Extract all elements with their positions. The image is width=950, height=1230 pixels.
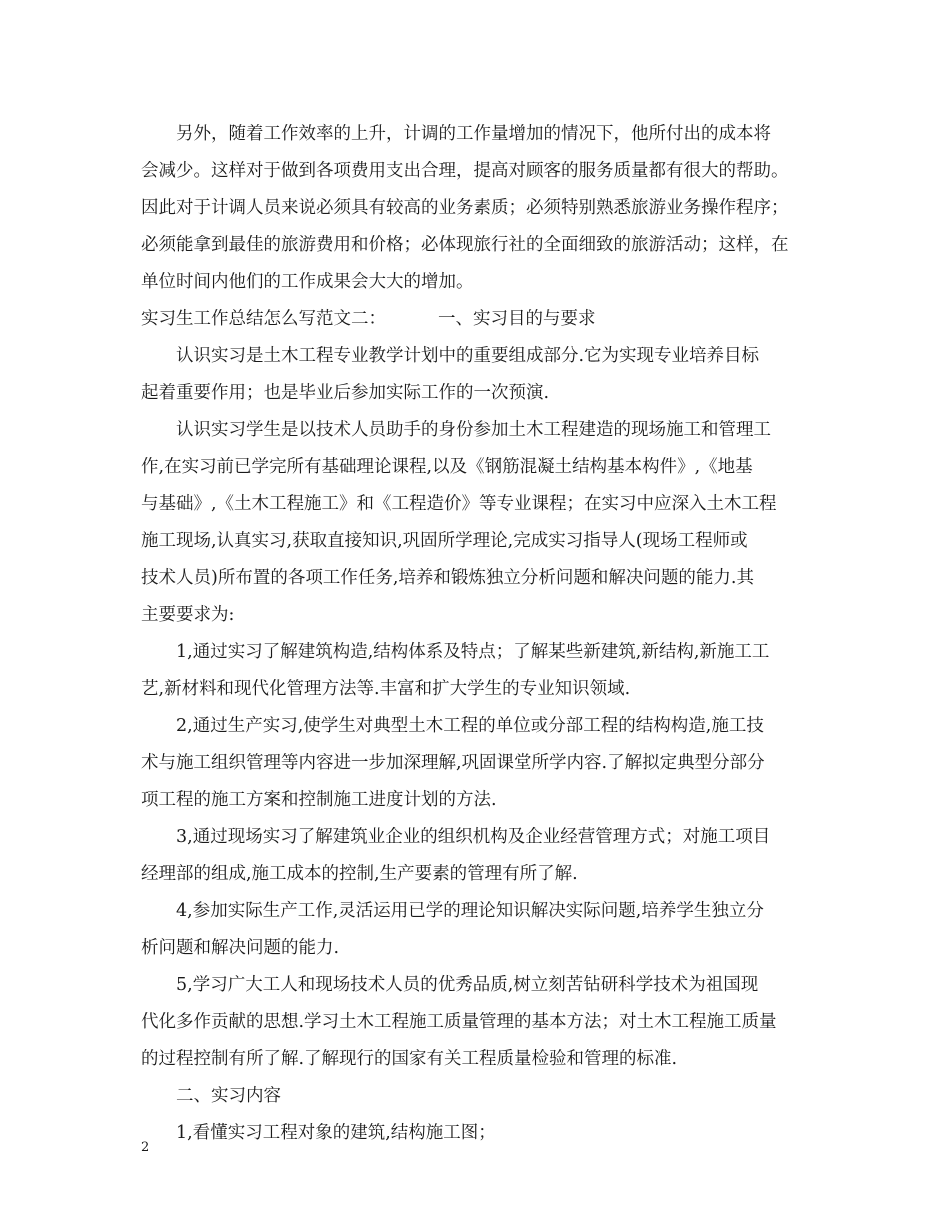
paragraph-line: 会减少。这样对于做到各项费用支出合理，提高对顾客的服务质量都有很大的帮助。 xyxy=(141,161,789,181)
paragraph-line: 与基础》,《土木工程施工》和《工程造价》等专业课程；在实习中应深入土木工程 xyxy=(141,494,777,514)
paragraph-line: 的过程控制有所了解.了解现行的国家有关工程质量检验和管理的标准. xyxy=(141,1049,678,1069)
subsection-heading: 二、实习内容 xyxy=(176,1086,281,1106)
paragraph-line: 起着重要作用；也是毕业后参加实际工作的一次预演. xyxy=(141,383,550,403)
paragraph-line: 1,通过实习了解建筑构造,结构体系及特点；了解某些新建筑,新结构,新施工工 xyxy=(176,642,770,662)
paragraph-line: 析问题和解决问题的能力. xyxy=(141,938,340,958)
section-heading xyxy=(141,301,821,338)
paragraph-line: 因此对于计调人员来说必须具有较高的业务素质；必须特别熟悉旅游业务操作程序； xyxy=(141,198,789,218)
paragraph-line: 代化多作贡献的思想.学习土木工程施工质量管理的基本方法；对土木工程施工质量 xyxy=(141,1012,777,1032)
paragraph-line: 单位时间内他们的工作成果会大大的增加。 xyxy=(141,272,474,292)
paragraph-line: 主要要求为: xyxy=(141,605,235,625)
section-heading-subtitle: 一、实习目的与要求 xyxy=(438,309,596,329)
paragraph-line: 艺,新材料和现代化管理方法等.丰富和扩大学生的专业知识领域. xyxy=(141,679,631,699)
paragraph-line: 必须能拿到最佳的旅游费用和价格；必体现旅行社的全面细致的旅游活动；这样，在 xyxy=(141,235,789,255)
paragraph-line: 项工程的施工方案和控制施工进度计划的方法. xyxy=(141,790,497,810)
paragraph-line: 认识实习学生是以技术人员助手的身份参加土木工程建造的现场施工和管理工 xyxy=(176,420,771,440)
paragraph-line: 2,通过生产实习,使学生对典型土木工程的单位或分部工程的结构构造,施工技 xyxy=(176,716,764,736)
section-heading-title: 实习生工作总结怎么写范文二： xyxy=(141,309,386,329)
paragraph-line: 认识实习是土木工程专业教学计划中的重要组成部分.它为实现专业培养目标 xyxy=(176,346,760,366)
paragraph-line: 经理部的组成,施工成本的控制,生产要素的管理有所了解. xyxy=(141,864,578,884)
paragraph-line: 技术人员)所布置的各项工作任务,培养和锻炼独立分析问题和解决问题的能力.其 xyxy=(141,568,754,588)
document-body xyxy=(141,116,821,1152)
paragraph-line: 1,看懂实习工程对象的建筑,结构施工图； xyxy=(176,1123,496,1143)
page-number: 2 xyxy=(141,1140,150,1155)
paragraph-line: 术与施工组织管理等内容进一步加深理解,巩固课堂所学内容.了解拟定典型分部分 xyxy=(141,753,765,773)
paragraph-line: 4,参加实际生产工作,灵活运用已学的理论知识解决实际问题,培养学生独立分 xyxy=(176,901,764,921)
paragraph-line: 5,学习广大工人和现场技术人员的优秀品质,树立刻苦钻研科学技术为祖国现 xyxy=(176,975,759,995)
paragraph-line: 作,在实习前已学完所有基础理论课程,以及《钢筋混凝土结构基本构件》,《地基 xyxy=(141,457,753,477)
paragraph-line: 另外，随着工作效率的上升，计调的工作量增加的情况下，他所付出的成本将 xyxy=(176,124,771,144)
paragraph-line: 施工现场,认真实习,获取直接知识,巩固所学理论,完成实习指导人(现场工程师或 xyxy=(141,531,748,551)
paragraph-line: 3,通过现场实习了解建筑业企业的组织机构及企业经营管理方式；对施工项目 xyxy=(176,827,771,847)
